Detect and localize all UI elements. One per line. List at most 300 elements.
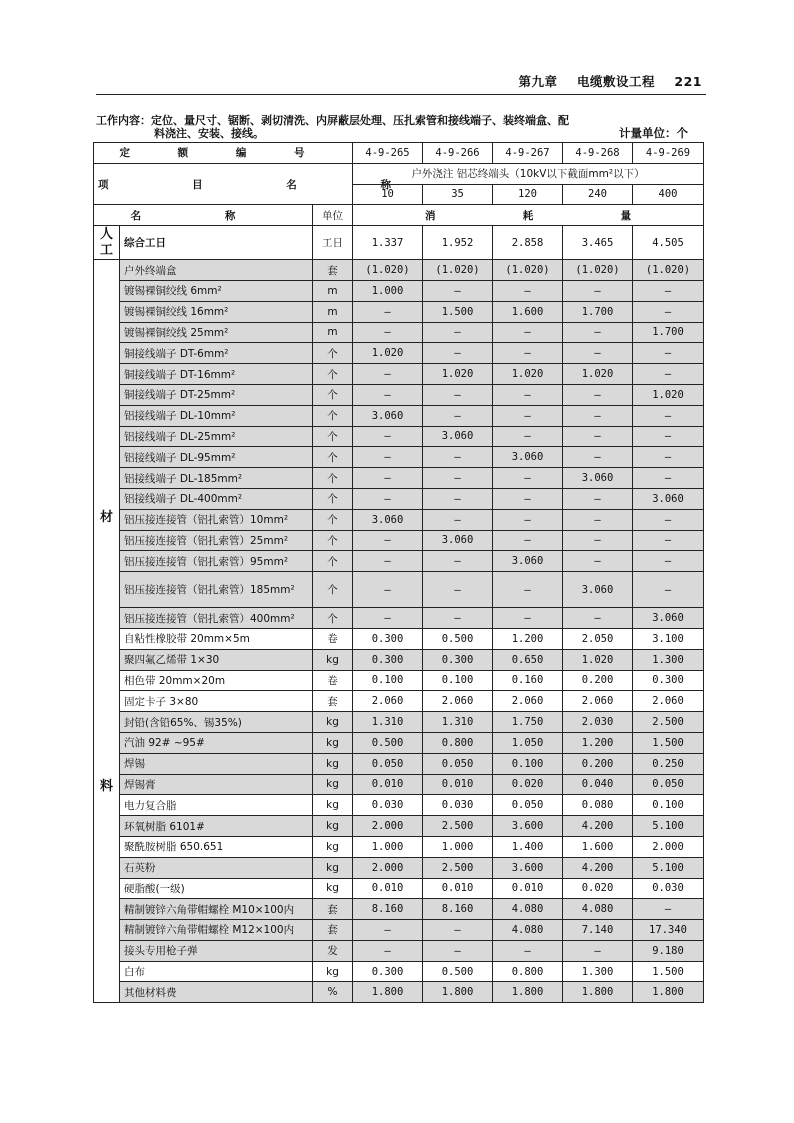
material-name: 其他材料费	[120, 982, 313, 1003]
material-value: 17.340	[633, 920, 704, 941]
material-row	[94, 384, 704, 405]
labor-row	[94, 226, 704, 260]
material-value: —	[633, 301, 704, 322]
material-unit: 个	[313, 364, 353, 385]
material-name: 镀锡裸铜绞线 6mm²	[120, 280, 313, 301]
material-name: 环氧树脂 6101#	[120, 816, 313, 837]
quota-code: 4-9-268	[563, 143, 633, 164]
header-text	[519, 72, 702, 90]
material-row	[94, 301, 704, 322]
labor-value: 2.858	[493, 226, 563, 260]
material-value: —	[563, 608, 633, 629]
material-value: 0.030	[633, 878, 704, 899]
material-row	[94, 572, 704, 608]
material-value: 1.020	[563, 364, 633, 385]
material-value: (1.020)	[563, 260, 633, 281]
work-content	[96, 114, 706, 140]
material-name: 铝压接连接管（铝扎索管）400mm²	[120, 608, 313, 629]
material-value: 4.080	[493, 920, 563, 941]
material-value: 1.800	[493, 982, 563, 1003]
material-value: —	[493, 940, 563, 961]
material-value: 1.700	[563, 301, 633, 322]
material-value: 0.100	[423, 670, 493, 691]
material-value: —	[563, 280, 633, 301]
material-value: 1.800	[563, 982, 633, 1003]
material-value: 0.800	[493, 961, 563, 982]
material-value: 1.800	[633, 982, 704, 1003]
material-unit: 个	[313, 447, 353, 468]
labor-unit: 工日	[313, 226, 353, 260]
material-value: —	[353, 530, 423, 551]
material-name: 铜接线端子 DT-25mm²	[120, 384, 313, 405]
material-row	[94, 405, 704, 426]
material-row	[94, 982, 704, 1003]
material-row	[94, 774, 704, 795]
material-value: 1.400	[493, 836, 563, 857]
material-value: 3.060	[353, 509, 423, 530]
material-value: 1.300	[633, 649, 704, 670]
material-value: —	[423, 343, 493, 364]
material-value: —	[493, 405, 563, 426]
material-value: 0.800	[423, 732, 493, 753]
material-value: 3.060	[423, 530, 493, 551]
material-unit: m	[313, 301, 353, 322]
material-value: 1.200	[563, 732, 633, 753]
material-value: 7.140	[563, 920, 633, 941]
material-name: 聚四氟乙烯带 1×30	[120, 649, 313, 670]
material-value: —	[563, 530, 633, 551]
material-row	[94, 732, 704, 753]
material-unit: kg	[313, 732, 353, 753]
material-value: —	[563, 447, 633, 468]
material-value: —	[633, 280, 704, 301]
material-row	[94, 795, 704, 816]
material-value: —	[423, 551, 493, 572]
material-value: 1.300	[563, 961, 633, 982]
material-unit: 个	[313, 551, 353, 572]
material-unit: 套	[313, 899, 353, 920]
material-value: —	[423, 384, 493, 405]
material-value: —	[563, 940, 633, 961]
material-value: 0.160	[493, 670, 563, 691]
material-row	[94, 468, 704, 489]
material-value: —	[353, 301, 423, 322]
material-value: 3.060	[633, 488, 704, 509]
material-value: 0.010	[353, 878, 423, 899]
material-name: 固定卡子 3×80	[120, 691, 313, 712]
material-value: —	[563, 405, 633, 426]
material-value: —	[493, 530, 563, 551]
material-value: 2.050	[563, 628, 633, 649]
material-name: 铝接线端子 DL-10mm²	[120, 405, 313, 426]
material-category	[94, 260, 120, 1003]
material-value: —	[633, 899, 704, 920]
material-row	[94, 940, 704, 961]
material-category-a: 材	[99, 510, 113, 526]
material-unit: kg	[313, 816, 353, 837]
material-value: 1.000	[353, 280, 423, 301]
material-value: —	[563, 343, 633, 364]
material-unit: kg	[313, 712, 353, 733]
material-value: 0.050	[423, 753, 493, 774]
material-value: —	[423, 468, 493, 489]
material-value: —	[353, 322, 423, 343]
labor-value: 1.952	[423, 226, 493, 260]
material-value: 1.200	[493, 628, 563, 649]
material-value: —	[353, 384, 423, 405]
material-name: 焊锡膏	[120, 774, 313, 795]
material-value: 0.300	[423, 649, 493, 670]
material-value: 0.500	[353, 732, 423, 753]
material-row	[94, 488, 704, 509]
material-name: 铝压接连接管（铝扎索管）185mm²	[120, 572, 313, 608]
material-name: 自粘性橡胶带 20mm×5m	[120, 628, 313, 649]
material-name: 铜接线端子 DT-6mm²	[120, 343, 313, 364]
size-value: 10	[353, 184, 423, 205]
material-value: 0.300	[633, 670, 704, 691]
size-value: 35	[423, 184, 493, 205]
material-value: —	[353, 608, 423, 629]
material-value: 2.500	[633, 712, 704, 733]
material-value: 4.080	[493, 899, 563, 920]
material-value: 0.020	[563, 878, 633, 899]
material-value: —	[563, 509, 633, 530]
material-value: 3.060	[633, 608, 704, 629]
material-value: (1.020)	[423, 260, 493, 281]
material-value: —	[633, 405, 704, 426]
labor-value: 1.337	[353, 226, 423, 260]
material-value: 0.300	[353, 649, 423, 670]
material-unit: 个	[313, 405, 353, 426]
material-value: 0.250	[633, 753, 704, 774]
material-value: 2.000	[353, 816, 423, 837]
work-content-line2: 料浇注、安装、接线。	[154, 127, 264, 140]
material-row	[94, 280, 704, 301]
material-value: 8.160	[423, 899, 493, 920]
material-value: 3.060	[563, 468, 633, 489]
material-unit: %	[313, 982, 353, 1003]
material-value: 1.020	[633, 384, 704, 405]
material-value: 2.500	[423, 857, 493, 878]
material-value: —	[353, 488, 423, 509]
material-value: —	[423, 322, 493, 343]
material-value: (1.020)	[493, 260, 563, 281]
material-value: 3.060	[353, 405, 423, 426]
material-name: 汽油 92# ~95#	[120, 732, 313, 753]
material-value: 0.500	[423, 961, 493, 982]
material-value: 1.800	[423, 982, 493, 1003]
material-value: —	[633, 364, 704, 385]
material-value: 2.060	[633, 691, 704, 712]
item-description: 户外浇注 铝芯终端头（10kV以下截面mm²以下）	[353, 163, 704, 184]
material-name: 镀锡裸铜绞线 16mm²	[120, 301, 313, 322]
material-unit: 个	[313, 572, 353, 608]
material-value: 3.600	[493, 816, 563, 837]
material-value: —	[633, 447, 704, 468]
material-value: 3.060	[423, 426, 493, 447]
material-value: 0.300	[353, 961, 423, 982]
material-row	[94, 509, 704, 530]
material-row	[94, 712, 704, 733]
material-value: 0.100	[493, 753, 563, 774]
size-value: 120	[493, 184, 563, 205]
material-value: 0.050	[353, 753, 423, 774]
quota-label: 定 额 编 号	[94, 143, 353, 164]
material-unit: 发	[313, 940, 353, 961]
material-value: (1.020)	[633, 260, 704, 281]
material-unit: m	[313, 322, 353, 343]
quota-code-row	[94, 143, 704, 164]
material-unit: 套	[313, 920, 353, 941]
material-name: 铝接线端子 DL-95mm²	[120, 447, 313, 468]
material-value: —	[423, 447, 493, 468]
material-name: 相色带 20mm×20m	[120, 670, 313, 691]
material-value: 5.100	[633, 857, 704, 878]
material-value: 1.600	[563, 836, 633, 857]
material-value: 1.500	[423, 301, 493, 322]
material-value: 1.500	[633, 961, 704, 982]
material-value: —	[563, 426, 633, 447]
material-value: —	[633, 551, 704, 572]
material-value: 1.600	[493, 301, 563, 322]
material-unit: kg	[313, 961, 353, 982]
material-row	[94, 836, 704, 857]
material-value: —	[493, 608, 563, 629]
material-name: 白布	[120, 961, 313, 982]
material-value: 3.100	[633, 628, 704, 649]
material-value: —	[563, 551, 633, 572]
material-value: —	[633, 530, 704, 551]
material-value: 0.020	[493, 774, 563, 795]
material-value: —	[563, 322, 633, 343]
material-unit: kg	[313, 857, 353, 878]
material-row	[94, 447, 704, 468]
material-unit: 个	[313, 488, 353, 509]
material-row	[94, 530, 704, 551]
material-unit: 个	[313, 608, 353, 629]
material-name: 铝压接连接管（铝扎索管）25mm²	[120, 530, 313, 551]
material-value: —	[563, 384, 633, 405]
material-name: 户外终端盒	[120, 260, 313, 281]
material-value: 0.500	[423, 628, 493, 649]
material-row	[94, 608, 704, 629]
material-name: 铜接线端子 DT-16mm²	[120, 364, 313, 385]
material-value: 1.020	[353, 343, 423, 364]
material-value: 9.180	[633, 940, 704, 961]
material-value: 4.080	[563, 899, 633, 920]
material-value: —	[633, 509, 704, 530]
item-label: 项 目 名 称	[94, 163, 353, 205]
quota-code: 4-9-267	[493, 143, 563, 164]
material-value: —	[423, 405, 493, 426]
material-value: —	[423, 509, 493, 530]
material-value: —	[493, 343, 563, 364]
material-row	[94, 260, 704, 281]
material-value: 2.500	[423, 816, 493, 837]
material-name: 电力复合脂	[120, 795, 313, 816]
material-value: 0.100	[633, 795, 704, 816]
size-value: 240	[563, 184, 633, 205]
material-value: 5.100	[633, 816, 704, 837]
quota-code: 4-9-269	[633, 143, 704, 164]
material-value: 2.060	[563, 691, 633, 712]
material-value: —	[423, 920, 493, 941]
material-row	[94, 753, 704, 774]
material-value: —	[493, 468, 563, 489]
material-value: 0.200	[563, 753, 633, 774]
material-unit: kg	[313, 753, 353, 774]
material-value: 4.200	[563, 816, 633, 837]
material-value: —	[423, 608, 493, 629]
material-value: —	[493, 488, 563, 509]
material-value: —	[353, 447, 423, 468]
unit-column-header: 单位	[313, 205, 353, 226]
material-unit: 个	[313, 343, 353, 364]
name-column-header: 名 称	[94, 205, 313, 226]
material-value: —	[353, 364, 423, 385]
material-value: —	[633, 468, 704, 489]
material-value: 0.010	[353, 774, 423, 795]
material-value: —	[563, 488, 633, 509]
material-value: 0.300	[353, 628, 423, 649]
material-value: 2.060	[423, 691, 493, 712]
material-value: 0.050	[493, 795, 563, 816]
material-value: 2.030	[563, 712, 633, 733]
material-row	[94, 878, 704, 899]
material-name: 接头专用枪子弹	[120, 940, 313, 961]
material-row	[94, 899, 704, 920]
material-value: —	[423, 280, 493, 301]
page-header	[96, 70, 706, 95]
material-value: 1.750	[493, 712, 563, 733]
material-value: 1.000	[423, 836, 493, 857]
material-unit: kg	[313, 774, 353, 795]
material-name: 精制镀锌六角带帽螺栓 M12×100内	[120, 920, 313, 941]
material-value: —	[633, 343, 704, 364]
material-unit: m	[313, 280, 353, 301]
material-value: —	[423, 940, 493, 961]
material-row	[94, 961, 704, 982]
material-name: 铝接线端子 DL-185mm²	[120, 468, 313, 489]
material-name: 镀锡裸铜绞线 25mm²	[120, 322, 313, 343]
material-unit: kg	[313, 649, 353, 670]
material-value: 0.040	[563, 774, 633, 795]
chapter-label: 第九章	[518, 74, 558, 89]
material-value: 2.060	[493, 691, 563, 712]
material-value: 0.010	[423, 774, 493, 795]
page-number: 221	[674, 74, 702, 89]
work-content-line1: 工作内容：定位、量尺寸、锯断、剥切清洗、内屏蔽层处理、压扎索管和接线端子、装终端盒、配	[96, 114, 569, 127]
material-value: 1.310	[353, 712, 423, 733]
material-value: 1.020	[423, 364, 493, 385]
material-value: —	[353, 468, 423, 489]
material-value: 1.000	[353, 836, 423, 857]
material-value: 0.030	[423, 795, 493, 816]
material-row	[94, 920, 704, 941]
material-value: 2.060	[353, 691, 423, 712]
material-value: 0.010	[423, 878, 493, 899]
material-value: 1.050	[493, 732, 563, 753]
item-desc-row	[94, 163, 704, 184]
measurement-unit: 计量单位：个	[619, 126, 688, 140]
material-value: 1.310	[423, 712, 493, 733]
material-value: —	[353, 920, 423, 941]
material-row	[94, 343, 704, 364]
material-unit: 卷	[313, 670, 353, 691]
material-value: 1.800	[353, 982, 423, 1003]
material-unit: kg	[313, 795, 353, 816]
material-value: —	[493, 322, 563, 343]
material-value: 1.020	[563, 649, 633, 670]
material-value: —	[353, 426, 423, 447]
material-value: —	[493, 509, 563, 530]
material-name: 硬脂酸(一级)	[120, 878, 313, 899]
material-value: 3.060	[493, 447, 563, 468]
material-name: 铝压接连接管（铝扎索管）95mm²	[120, 551, 313, 572]
material-value: 3.060	[493, 551, 563, 572]
material-value: 1.500	[633, 732, 704, 753]
material-value: (1.020)	[353, 260, 423, 281]
material-unit: kg	[313, 836, 353, 857]
material-value: 2.000	[353, 857, 423, 878]
labor-value: 3.465	[563, 226, 633, 260]
material-name: 石英粉	[120, 857, 313, 878]
material-value: 0.650	[493, 649, 563, 670]
material-row	[94, 649, 704, 670]
material-value: 2.000	[633, 836, 704, 857]
material-row	[94, 322, 704, 343]
labor-category: 人工	[94, 226, 120, 260]
material-value: 3.600	[493, 857, 563, 878]
material-value: 0.200	[563, 670, 633, 691]
material-value: —	[423, 488, 493, 509]
material-row	[94, 628, 704, 649]
material-unit: 套	[313, 260, 353, 281]
material-unit: 个	[313, 509, 353, 530]
material-unit: 套	[313, 691, 353, 712]
material-value: —	[633, 426, 704, 447]
column-header-row	[94, 205, 704, 226]
material-name: 精制镀锌六角带帽螺栓 M10×100内	[120, 899, 313, 920]
material-row	[94, 364, 704, 385]
material-value: 1.700	[633, 322, 704, 343]
material-unit: 卷	[313, 628, 353, 649]
material-name: 铝压接连接管（铝扎索管）10mm²	[120, 509, 313, 530]
material-name: 焊锡	[120, 753, 313, 774]
section-title: 电缆敷设工程	[576, 74, 655, 89]
material-value: 0.100	[353, 670, 423, 691]
material-unit: 个	[313, 468, 353, 489]
material-unit: 个	[313, 530, 353, 551]
material-name: 聚酰胺树脂 650.651	[120, 836, 313, 857]
labor-name: 综合工日	[120, 226, 313, 260]
material-row	[94, 670, 704, 691]
material-unit: 个	[313, 384, 353, 405]
material-value: 8.160	[353, 899, 423, 920]
material-row	[94, 691, 704, 712]
material-value: —	[423, 572, 493, 608]
labor-value: 4.505	[633, 226, 704, 260]
material-name: 铝接线端子 DL-25mm²	[120, 426, 313, 447]
material-value: —	[493, 426, 563, 447]
material-row	[94, 551, 704, 572]
consumption-header: 消 耗 量	[353, 205, 704, 226]
material-value: 0.080	[563, 795, 633, 816]
material-category-b: 料	[99, 779, 113, 795]
material-value: —	[353, 572, 423, 608]
material-value: 4.200	[563, 857, 633, 878]
material-value: —	[493, 280, 563, 301]
